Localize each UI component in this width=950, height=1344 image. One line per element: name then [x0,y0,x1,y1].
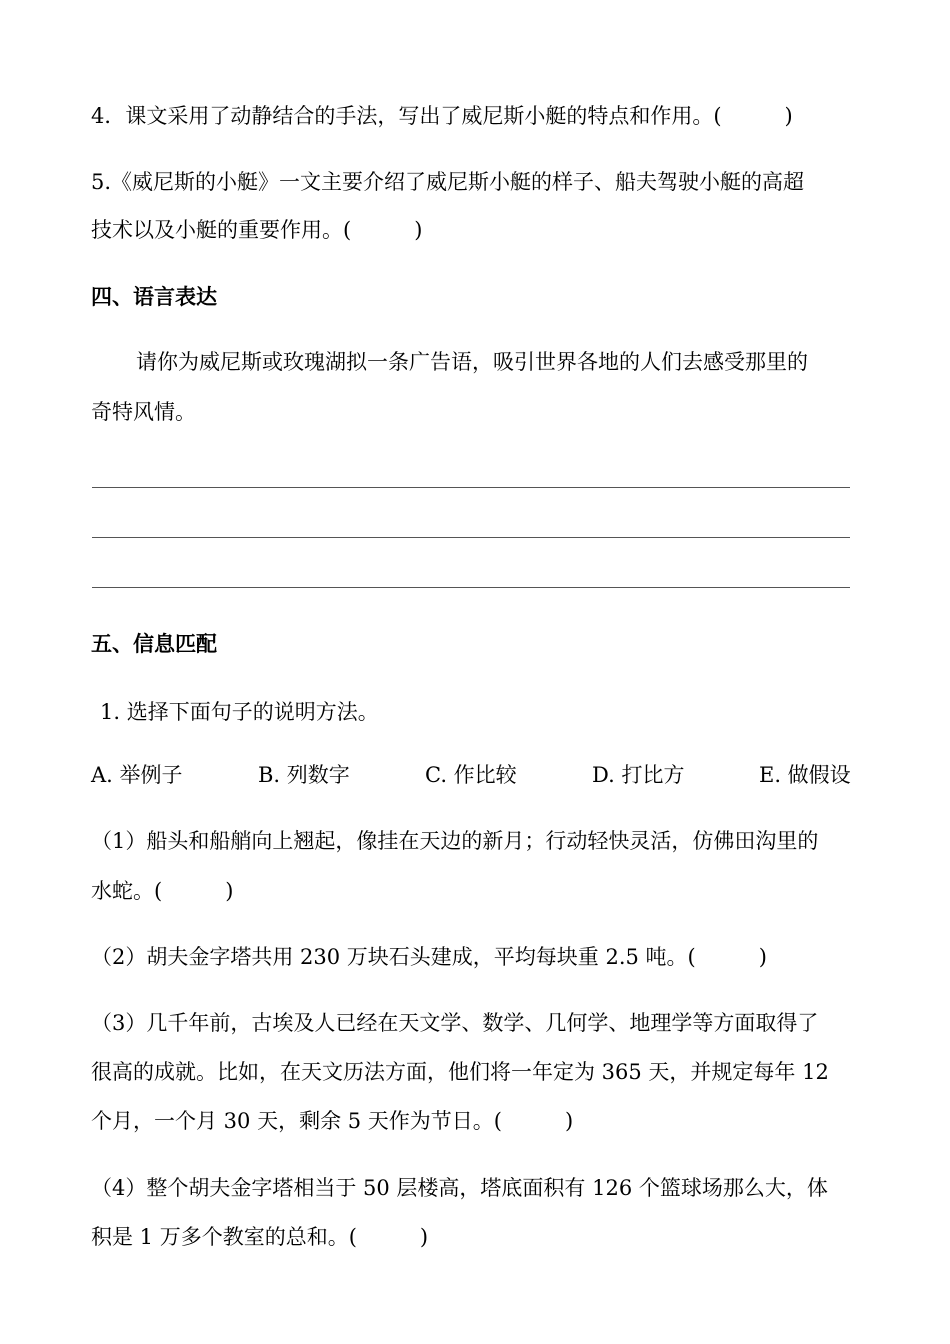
sentence-3-line-1: （3）几千年前，古埃及人已经在天文学、数学、几何学、地理学等方面取得了 [91,1011,819,1035]
question-4: 4．课文采用了动静结合的手法，写出了威尼斯小艇的特点和作用。( ) [91,104,793,128]
section-4-heading: 四、语言表达 [91,285,217,309]
answer-line-1[interactable] [92,487,850,488]
section-4-prompt-line-1: 请你为威尼斯或玫瑰湖拟一条广告语，吸引世界各地的人们去感受那里的 [136,350,808,374]
question-5-line-1: 5.《威尼斯的小艇》一文主要介绍了威尼斯小艇的样子、船夫驾驶小艇的高超 [91,170,805,194]
section-4-prompt-line-2: 奇特风情。 [91,400,196,424]
section-5-instruction: 1. 选择下面句子的说明方法。 [100,700,379,724]
sentence-4-line-1: （4）整个胡夫金字塔相当于 50 层楼高，塔底面积有 126 个篮球场那么大，体 [91,1176,828,1200]
section-5-heading: 五、信息匹配 [91,632,217,656]
sentence-1-line-1: （1）船头和船艄向上翘起，像挂在天边的新月；行动轻快灵活，仿佛田沟里的 [91,829,819,853]
answer-line-3[interactable] [92,587,850,588]
option-e: E. 做假设 [759,763,851,787]
question-5-line-2: 技术以及小艇的重要作用。( ) [91,218,423,242]
sentence-3-line-2: 很高的成就。比如，在天文历法方面，他们将一年定为 365 天，并规定每年 12 [91,1060,829,1084]
option-c: C. 作比较 [425,763,517,787]
option-a: A. 举例子 [91,763,183,787]
sentence-2-line-1: （2）胡夫金字塔共用 230 万块石头建成，平均每块重 2.5 吨。( ) [91,945,767,969]
option-b: B. 列数字 [258,763,350,787]
option-list [91,760,871,790]
answer-line-2[interactable] [92,537,850,538]
sentence-4-line-2: 积是 1 万多个教室的总和。( ) [91,1225,429,1249]
option-d: D. 打比方 [592,763,685,787]
sentence-1-line-2: 水蛇。( ) [91,879,234,903]
sentence-3-line-3: 个月，一个月 30 天，剩余 5 天作为节日。( ) [91,1109,574,1133]
